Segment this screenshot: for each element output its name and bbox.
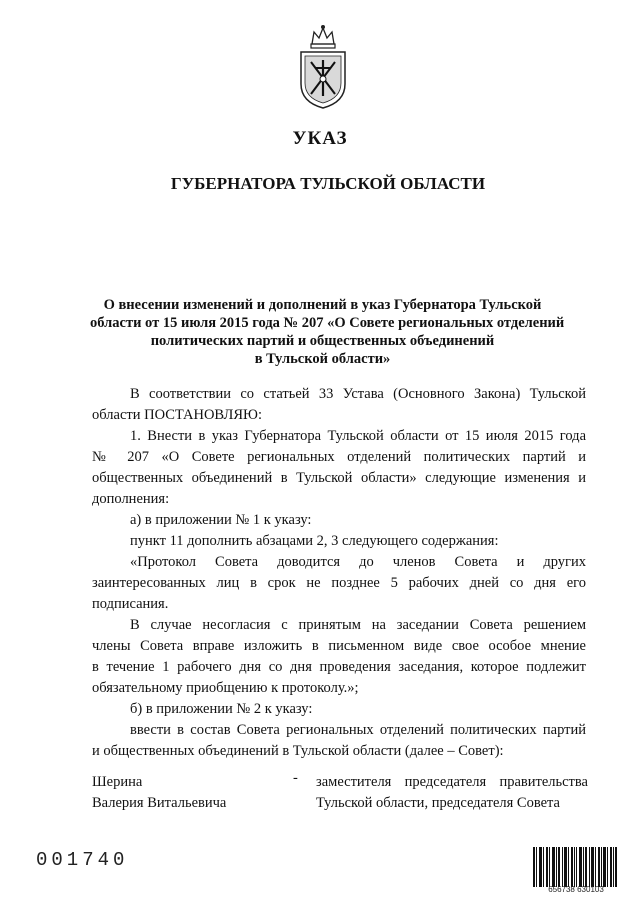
member-given-names: Валерия Витальевича [92,795,227,811]
issuer-title: ГУБЕРНАТОРА ТУЛЬСКОЙ ОБЛАСТИ [170,174,486,193]
subject-line: О внесении изменений и дополнений в указ Губернатора Тульской [103,297,542,313]
body-line: б) в приложении № 2 к указу: [130,701,313,717]
body-line: «Протокол Совета доводится до членов Совета и других [130,554,586,570]
subject-line: области от 15 июля 2015 года № 207 «О Совете региональных отделений [90,315,565,331]
tula-coat-of-arms-icon [296,22,350,110]
body-line: члены Совета вправе изложить в письменном виде свое особое мнение [92,638,586,654]
body-line: области ПОСТАНОВЛЯЮ: [92,407,262,423]
body-line: В случае несогласия с принятым на заседании Совета решением [130,617,586,633]
member-role [316,772,588,814]
body-line: и общественных объединений в Тульской области (далее – Совет): [92,743,504,759]
body-line: общественных объединений в Тульской области» следующие изменения и [92,470,586,486]
body-line: пункт 11 дополнить абзацами 2, 3 следующего содержания: [130,533,499,549]
body-line: дополнения: [92,491,170,507]
body-line: а) в приложении № 1 к указу: [130,512,312,528]
body-line: подписания. [92,596,169,612]
body-line: 1. Внести в указ Губернатора Тульской области от 15 июля 2015 года [130,428,586,444]
body-line: ввести в состав Совета региональных отделений политических партий [130,722,586,738]
body-line: обязательному приобщению к протоколу.»; [92,680,359,696]
member-name [92,772,226,814]
body-line: В соответствии со статьей 33 Устава (Основного Закона) Тульской [130,386,586,402]
subject-line: политических партий и общественных объединений [150,333,495,349]
barcode-icon [533,847,617,887]
body-line: заинтересованных лиц в срок не позднее 5 рабочих дней со дня его [92,575,586,591]
document-subject [90,296,565,368]
body-line: № 207 «О Совете региональных отделений политических партий и [92,449,586,465]
document-type-title: УКАЗ [292,128,348,149]
member-dash: - [293,770,298,786]
barcode-number: 656738 630103 [548,885,604,894]
member-role-line: Тульской области, председателя Совета [316,795,560,811]
document-number: 001740 [36,849,129,871]
member-surname: Шерина [92,774,143,790]
member-role-line: заместителя председателя правительства [316,774,588,790]
body-line: в течение 1 рабочего дня со дня проведения заседания, которое подлежит [92,659,586,675]
subject-line: в Тульской области» [254,351,391,367]
document-body [92,384,586,762]
